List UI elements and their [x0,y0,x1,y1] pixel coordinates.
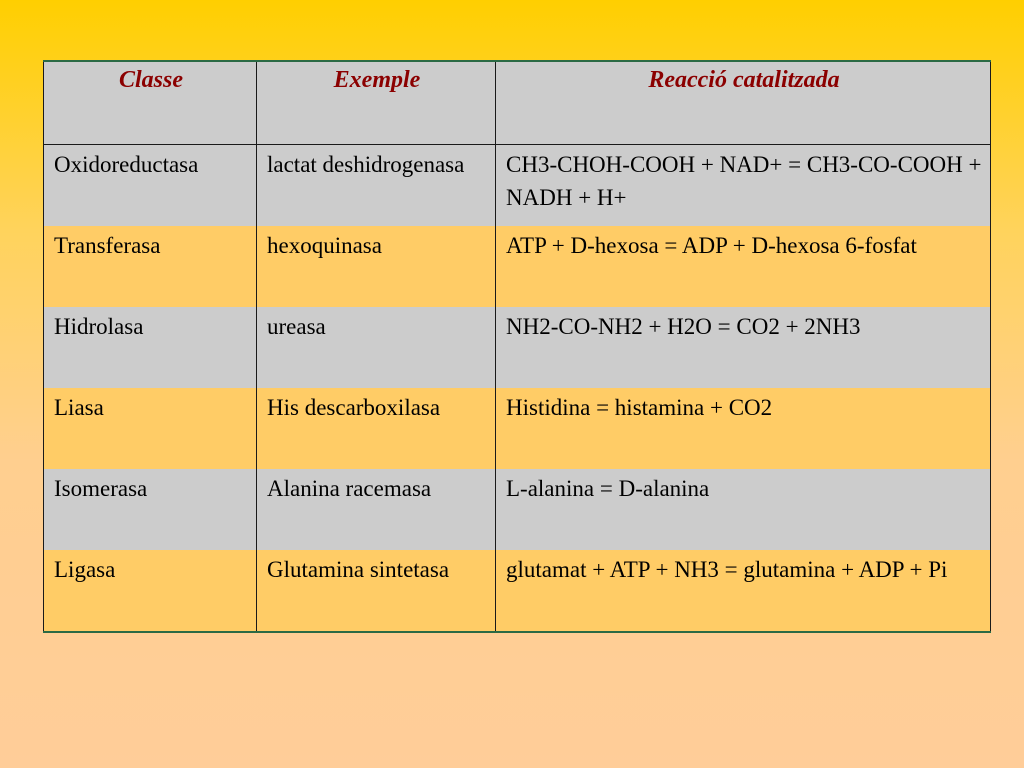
cell-classe: Transferasa [44,226,257,307]
table-row [44,145,991,227]
cell-exemple: His descarboxilasa [257,388,496,469]
header-reaccio: Reacció catalitzada [496,61,991,145]
table-row [44,469,991,550]
table-row [44,226,991,307]
cell-exemple: Alanina racemasa [257,469,496,550]
cell-classe: Liasa [44,388,257,469]
cell-classe: Isomerasa [44,469,257,550]
cell-exemple: lactat deshidrogenasa [257,145,496,227]
cell-reaccio: Histidina = histamina + CO2 [496,388,991,469]
cell-classe: Ligasa [44,550,257,632]
cell-exemple: hexoquinasa [257,226,496,307]
enzyme-classes-table [43,60,991,633]
table-row [44,550,991,632]
header-classe: Classe [44,61,257,145]
cell-reaccio: L-alanina = D-alanina [496,469,991,550]
table-row [44,388,991,469]
cell-reaccio: CH3-CHOH-COOH + NAD+ = CH3-CO-COOH + NADH + H+ [496,145,991,227]
cell-reaccio: glutamat + ATP + NH3 = glutamina + ADP + Pi [496,550,991,632]
cell-classe: Hidrolasa [44,307,257,388]
table-row [44,307,991,388]
cell-exemple: ureasa [257,307,496,388]
header-exemple: Exemple [257,61,496,145]
cell-reaccio: NH2-CO-NH2 + H2O = CO2 + 2NH3 [496,307,991,388]
cell-exemple: Glutamina sintetasa [257,550,496,632]
table-header-row [44,61,991,145]
cell-reaccio: ATP + D-hexosa = ADP + D-hexosa 6-fosfat [496,226,991,307]
cell-classe: Oxidoreductasa [44,145,257,227]
